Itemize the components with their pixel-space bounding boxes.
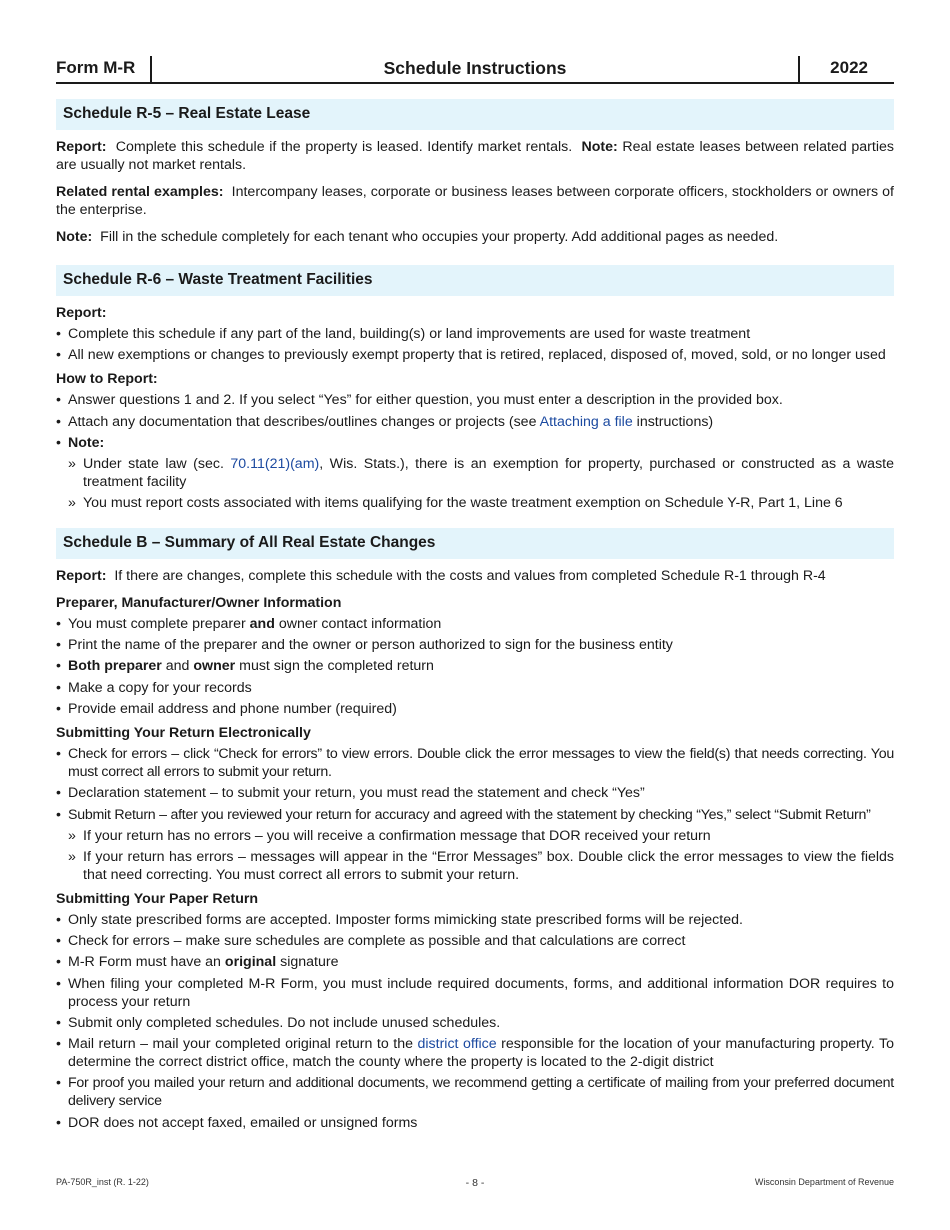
- submit-return-text: Submit Return – after you reviewed your return for accuracy and agreed with the statement by checking “Yes,” select “Submit Return”: [68, 806, 871, 823]
- r5-report-label: Report:: [56, 139, 107, 155]
- page-title: Schedule Instructions: [383, 58, 567, 78]
- prep-mid: and: [165, 658, 190, 675]
- r5-related-paragraph: [56, 183, 894, 219]
- list-item: [68, 455, 894, 491]
- section-heading-r6: Schedule R-6 – Waste Treatment Facilities: [56, 265, 894, 296]
- list-item: » If your return has errors – messages will appear in the “Error Messages” box. Double click the error messages to view the fields that need correcting. You must correct all errors to submit your return.: [68, 848, 894, 884]
- prep-bold-2: owner: [193, 658, 236, 675]
- r5-note2-text: Fill in the schedule completely for each tenant who occupies your property. Add additional pages as needed.: [100, 229, 779, 245]
- form-year: 2022: [830, 58, 868, 77]
- list-item: • DOR does not accept faxed, emailed or unsigned forms: [56, 1114, 894, 1132]
- r5-report-text: Complete this schedule if the property is leased. Identify market rentals.: [115, 139, 573, 155]
- r6-report-label: Report:: [56, 305, 107, 321]
- list-item: • Declaration statement – to submit your return, you must read the statement and check “Yes”: [56, 784, 894, 802]
- r5-note-text: Real estate leases between related parties are usually not market rentals.: [56, 139, 894, 173]
- r6-attach-text-end: instructions): [636, 413, 714, 430]
- r5-note2-paragraph: [56, 228, 894, 246]
- preparer-list: [56, 615, 894, 718]
- list-item: • Check for errors – click “Check for errors” to view errors. Double click the error messages to view the field(s) that needs correcting. You must correct all errors to submit your return.: [56, 745, 894, 781]
- header-divider-right: [798, 56, 800, 82]
- form-id: Form M-R: [56, 58, 136, 77]
- r6-attach-text: Attach any documentation that describes/outlines changes or projects (see: [68, 413, 537, 430]
- list-item: [56, 434, 894, 512]
- paper-text-end: signature: [280, 954, 339, 971]
- prep-text-end: owner contact information: [278, 615, 442, 632]
- r6-note-label: Note:: [68, 434, 105, 451]
- preparer-label: Preparer, Manufacturer/Owner Information: [56, 594, 342, 611]
- b-report-label: Report:: [56, 567, 107, 584]
- r5-report-paragraph: [56, 138, 894, 174]
- list-item: • Make a copy for your records: [56, 679, 894, 697]
- r5-related-text: Intercompany leases, corporate or business leases between corporate officers, stockholders or owners of the enterprise.: [56, 184, 894, 218]
- prep-bold: and: [249, 615, 275, 632]
- r6-how-list: [56, 391, 894, 512]
- list-item: • Complete this schedule if any part of the land, building(s) or land improvements are used for waste treatment: [56, 325, 894, 343]
- list-item: • Answer questions 1 and 2. If you select “Yes” for either question, you must enter a description in the provided box.: [56, 391, 894, 409]
- paper-label: Submitting Your Paper Return: [56, 890, 259, 907]
- r6-report-list: [56, 325, 894, 364]
- paper-list: [56, 911, 894, 1132]
- paper-text: M-R Form must have an: [68, 954, 221, 971]
- r5-note-label: Note:: [581, 139, 618, 155]
- r6-note-sublist: [68, 455, 894, 512]
- list-item: [56, 806, 894, 884]
- paper-bold: original: [224, 954, 277, 971]
- list-item: [56, 1035, 894, 1071]
- form-revision: PA-750R_inst (R. 1-22): [56, 1177, 149, 1187]
- r6-law-text: Under state law (sec.: [83, 455, 224, 472]
- list-item: • For proof you mailed your return and additional documents, we recommend getting a certificate of mailing from your preferred document delivery service: [56, 1074, 894, 1110]
- prep-text: You must complete preparer: [68, 615, 246, 632]
- page-number: - 8 -: [465, 1177, 485, 1189]
- list-item: • Submit only completed schedules. Do not include unused schedules.: [56, 1014, 894, 1032]
- list-item: » You must report costs associated with items qualifying for the waste treatment exemption on Schedule Y-R, Part 1, Line 6: [68, 494, 894, 512]
- paper-text: Mail return – mail your completed original return to the: [68, 1036, 413, 1053]
- paper-text-end: responsible for the location of your manufacturing property. To determine the correct district office, match the county where the property is located to the 2-digit district: [68, 1036, 894, 1071]
- list-item: • When filing your completed M-R Form, you must include required documents, forms, and additional information DOR requires to process your return: [56, 975, 894, 1011]
- r5-related-label: Related rental examples:: [56, 184, 224, 200]
- list-item: [56, 413, 894, 431]
- list-item: • Only state prescribed forms are accepted. Imposter forms mimicking state prescribed forms will be rejected.: [56, 911, 894, 929]
- list-item: » If your return has no errors – you will receive a confirmation message that DOR received your return: [68, 827, 894, 845]
- department-name: Wisconsin Department of Revenue: [754, 1177, 894, 1187]
- page-content: [56, 99, 894, 1138]
- electronic-label: Submitting Your Return Electronically: [56, 725, 311, 742]
- prep-bold-1: Both preparer: [68, 658, 162, 675]
- electronic-list: [56, 745, 894, 884]
- section-heading-b: Schedule B – Summary of All Real Estate Changes: [56, 528, 894, 559]
- section-heading-r5: Schedule R-5 – Real Estate Lease: [56, 99, 894, 130]
- b-report-text: If there are changes, complete this schedule with the costs and values from completed Schedule R-1 through R-4: [114, 567, 826, 584]
- r6-how-label: How to Report:: [56, 371, 158, 388]
- list-item: [56, 657, 894, 675]
- list-item: [56, 953, 894, 971]
- r6-law-text-end: , Wis. Stats.), there is an exemption for property, purchased or constructed as a waste treatment facility: [83, 455, 894, 490]
- r5-note2-label: Note:: [56, 229, 93, 245]
- district-office-link[interactable]: district office: [417, 1036, 497, 1053]
- list-item: • Provide email address and phone number (required): [56, 700, 894, 718]
- attaching-file-link[interactable]: Attaching a file: [539, 413, 633, 430]
- list-item: • Check for errors – make sure schedules are complete as possible and that calculations are correct: [56, 932, 894, 950]
- page-header: [56, 56, 894, 84]
- submit-sublist: [68, 827, 894, 884]
- statute-link[interactable]: 70.11(21)(am): [230, 455, 320, 472]
- list-item: • Print the name of the preparer and the owner or person authorized to sign for the business entity: [56, 636, 894, 654]
- prep-text-end: must sign the completed return: [239, 658, 434, 675]
- list-item: • All new exemptions or changes to previously exempt property that is retired, replaced, disposed of, moved, sold, or no longer used: [56, 346, 894, 364]
- b-report-paragraph: [56, 567, 894, 585]
- list-item: [56, 615, 894, 633]
